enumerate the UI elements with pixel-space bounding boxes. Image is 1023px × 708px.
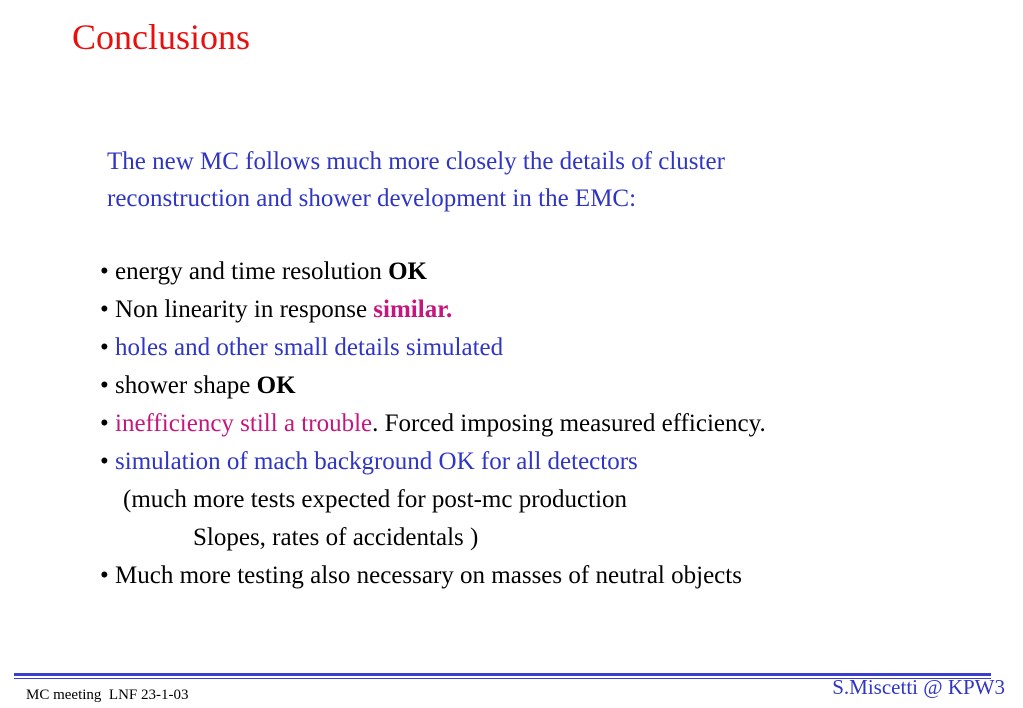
bullet-emphasis: OK [256,372,296,399]
bullet-text: simulation of mach background OK for all detectors [115,448,638,475]
bullet-holes [100,329,766,367]
footer-author: S.Miscetti @ KPW3 [832,675,1005,699]
bullet-text: Non linearity in response [115,296,374,323]
footer-meeting-info: MC meeting LNF 23-1-03 [26,687,189,703]
bullet-text: energy and time resolution [115,258,389,285]
bullet-neutral-objects [100,557,766,595]
bullet-marker: • [100,296,116,323]
bullet-non-linearity [100,291,766,329]
sub-note-tests [100,481,766,519]
bullet-energy-time [100,253,766,291]
bullet-marker: • [100,372,116,399]
bullet-emphasis: similar. [373,296,453,323]
bullet-marker: • [100,334,116,361]
intro-line-2: reconstruction and shower development in the EMC: [107,185,637,212]
slide-title: Conclusions [72,17,251,57]
bullet-text: holes and other small details simulated [115,334,504,361]
sub-note-text: (much more tests expected for post-mc production [123,486,628,513]
intro-line-1: The new MC follows much more closely the details of cluster [107,148,725,175]
bullet-marker: • [100,448,116,475]
intro-paragraph [107,143,725,217]
bullet-inefficiency [100,405,766,443]
bullet-highlight: inefficiency still a trouble [115,410,373,437]
bullet-shower-shape [100,367,766,405]
bullet-marker: • [100,410,116,437]
bullet-text: . Forced imposing measured efficiency. [372,410,766,437]
bullet-list [100,253,766,595]
bullet-marker: • [100,258,116,285]
bullet-emphasis: OK [388,258,428,285]
bullet-text: shower shape [115,372,257,399]
sub-note-text: Slopes, rates of accidentals ) [193,524,479,551]
bullet-text: Much more testing also necessary on masses of neutral objects [115,562,742,589]
sub-note-slopes [100,519,766,557]
bullet-marker: • [100,562,116,589]
bullet-background-simulation [100,443,766,481]
